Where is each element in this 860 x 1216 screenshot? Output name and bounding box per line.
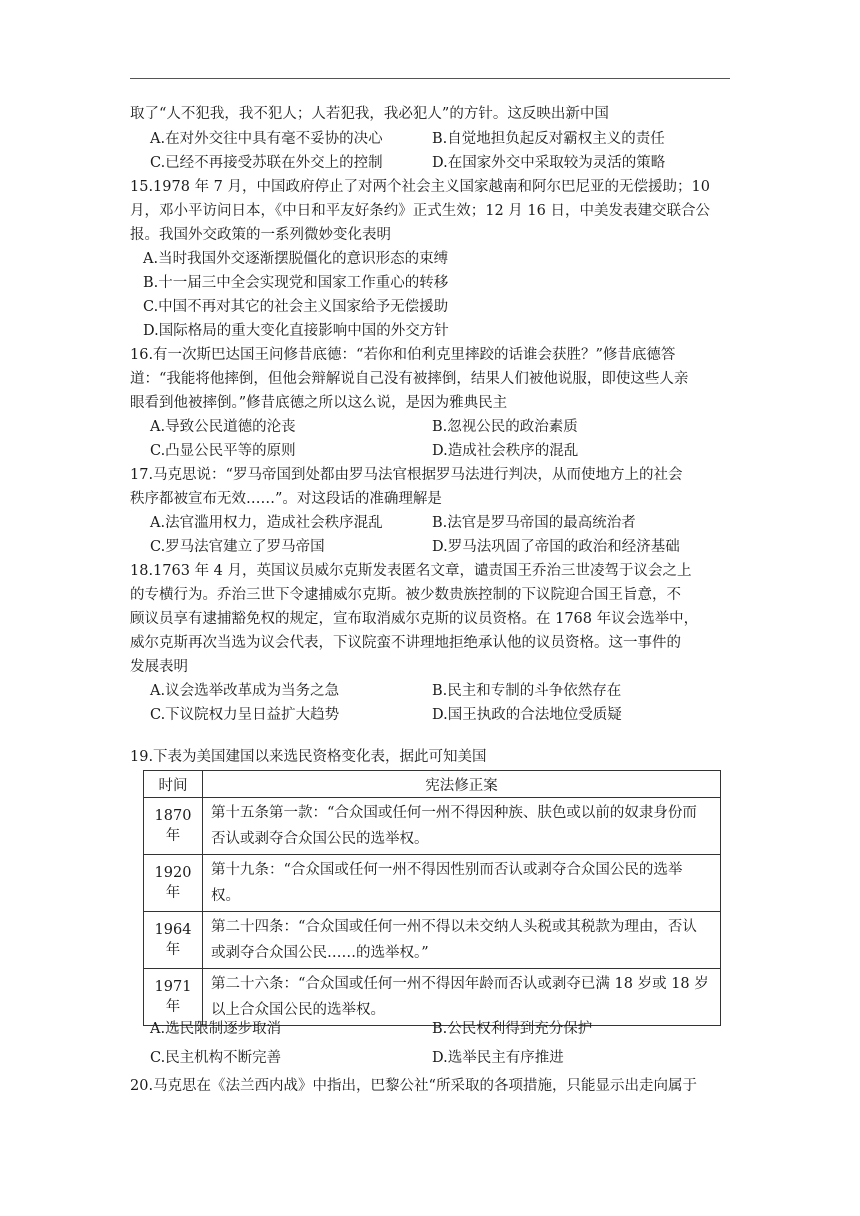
q16-option-d[interactable]: D.造成社会秩序的混乱 [432, 443, 579, 459]
row-amendment [203, 798, 721, 855]
q18-option-c[interactable]: C.下议院权力呈日益扩大趋势 [150, 707, 340, 723]
row-amendment-line2: 否认或剥夺合众国公民的选举权。 [211, 831, 429, 847]
q16-option-b[interactable]: B.忽视公民的政治素质 [432, 419, 578, 435]
q15-option-a[interactable]: A.当时我国外交逐渐摆脱僵化的意识形态的束缚 [143, 251, 449, 267]
q14-option-a[interactable]: A.在对外交往中具有毫不妥协的决心 [150, 131, 383, 147]
amendment-table [143, 770, 721, 1026]
q17-stem-line2: 秩序都被宣布无效……”。对这段话的准确理解是 [130, 491, 442, 507]
q14-option-b[interactable]: B.自觉地担负起反对霸权主义的责任 [432, 131, 665, 147]
q14-stem-tail: 取了“人不犯我，我不犯人；人若犯我，我必犯人”的方针。这反映出新中国 [130, 106, 609, 122]
table-row [144, 912, 721, 969]
q18-stem-line5: 发展表明 [130, 659, 188, 675]
row-amendment-line2: 权。 [211, 888, 240, 904]
row-amendment-line2: 或剥夺合众国公民……的选举权。” [211, 945, 429, 961]
q18-stem-line3: 顾议员享有逮捕豁免权的规定，宣布取消威尔克斯的议员资格。在 1768 年议会选举中， [130, 611, 699, 627]
q17-option-b[interactable]: B.法官是罗马帝国的最高统治者 [432, 515, 636, 531]
row-year: 1920 年 [144, 855, 203, 912]
q16-option-a[interactable]: A.导致公民道德的沦丧 [150, 419, 296, 435]
row-amendment-line2: 以上合众国公民的选举权。 [211, 1002, 385, 1018]
q15-option-c[interactable]: C.中国不再对其它的社会主义国家给予无偿援助 [143, 299, 449, 315]
q15-stem-line3: 报。我国外交政策的一系列微妙变化表明 [130, 227, 391, 243]
q15-option-d[interactable]: D.国际格局的重大变化直接影响中国的外交方针 [143, 323, 449, 339]
q16-stem-line3: 眼看到他被摔倒。”修昔底德之所以这么说，是因为雅典民主 [130, 395, 508, 411]
q15-stem-line1: 15.1978 年 7 月，中国政府停止了对两个社会主义国家越南和阿尔巴尼亚的无偿援助；10 [130, 179, 710, 195]
q14-option-d[interactable]: D.在国家外交中采取较为灵活的策略 [432, 155, 666, 171]
header-amendment: 宪法修正案 [203, 771, 721, 798]
row-amendment-line1: 第十五条第一款：“合众国或任何一州不得因种族、肤色或以前的奴隶身份而 [211, 805, 697, 821]
q19-stem: 19.下表为美国建国以来选民资格变化表，据此可知美国 [130, 749, 487, 765]
q17-option-d[interactable]: D.罗马法巩固了帝国的政治和经济基础 [432, 539, 680, 555]
q19-option-c[interactable]: C.民主机构不断完善 [150, 1050, 282, 1066]
q18-option-b[interactable]: B.民主和专制的斗争依然存在 [432, 683, 622, 699]
row-amendment-line1: 第十九条：“合众国或任何一州不得因性别而否认或剥夺合众国公民的选举 [211, 862, 683, 878]
row-amendment [203, 912, 721, 969]
row-year: 1870 年 [144, 798, 203, 855]
header-time: 时间 [144, 771, 203, 798]
q19-option-b[interactable]: B.公民权利得到充分保护 [432, 1021, 593, 1037]
q20-stem-line1: 20.马克思在《法兰西内战》中指出，巴黎公社“所采取的各项措施，只能显示出走向属于 [130, 1078, 697, 1094]
table-row [144, 798, 721, 855]
q14-option-c[interactable]: C.已经不再接受苏联在外交上的控制 [150, 155, 383, 171]
q19-option-a[interactable]: A.选民限制逐步取消 [150, 1021, 282, 1037]
q17-stem-line1: 17.马克思说：“罗马帝国到处都由罗马法官根据罗马法进行判决，从而使地方上的社会 [130, 467, 683, 483]
q16-stem-line2: 道：“我能将他摔倒，但他会辩解说自己没有被摔倒，结果人们被他说服，即使这些人亲 [130, 371, 689, 387]
header-rule [130, 78, 730, 79]
q18-option-d[interactable]: D.国王执政的合法地位受质疑 [432, 707, 622, 723]
q15-option-b[interactable]: B.十一届三中全会实现党和国家工作重心的转移 [143, 275, 449, 291]
row-year: 1971 年 [144, 969, 203, 1026]
q19-option-d[interactable]: D.选举民主有序推进 [432, 1050, 564, 1066]
q18-stem-line2: 的专横行为。乔治三世下令逮捕威尔克斯。被少数贵族控制的下议院迎合国王旨意，不 [130, 587, 681, 603]
table-row [144, 855, 721, 912]
q17-option-a[interactable]: A.法官滥用权力，造成社会秩序混乱 [150, 515, 383, 531]
row-amendment-line1: 第二十四条：“合众国或任何一州不得以未交纳人头税或其税款为理由，否认 [211, 919, 697, 935]
table-header-row [144, 771, 721, 798]
q16-stem-line1: 16.有一次斯巴达国王问修昔底德：“若你和伯利克里摔跤的话谁会获胜？”修昔底德答 [130, 347, 676, 363]
row-amendment-line1: 第二十六条：“合众国或任何一州不得因年龄而否认或剥夺已满 18 岁或 18 岁 [211, 976, 709, 992]
q18-stem-line1: 18.1763 年 4 月，英国议员威尔克斯发表匿名文章，谴责国王乔治三世凌驾于议会之上 [130, 563, 692, 579]
q15-stem-line2: 月，邓小平访问日本，《中日和平友好条约》正式生效；12 月 16 日，中美发表建交联合公 [130, 203, 710, 219]
q18-stem-line4: 威尔克斯再次当选为议会代表，下议院蛮不讲理地拒绝承认他的议员资格。这一事件的 [130, 635, 681, 651]
q16-option-c[interactable]: C.凸显公民平等的原则 [150, 443, 296, 459]
q18-option-a[interactable]: A.议会选举改革成为当务之急 [150, 683, 340, 699]
row-amendment [203, 855, 721, 912]
row-year: 1964 年 [144, 912, 203, 969]
q17-option-c[interactable]: C.罗马法官建立了罗马帝国 [150, 539, 325, 555]
